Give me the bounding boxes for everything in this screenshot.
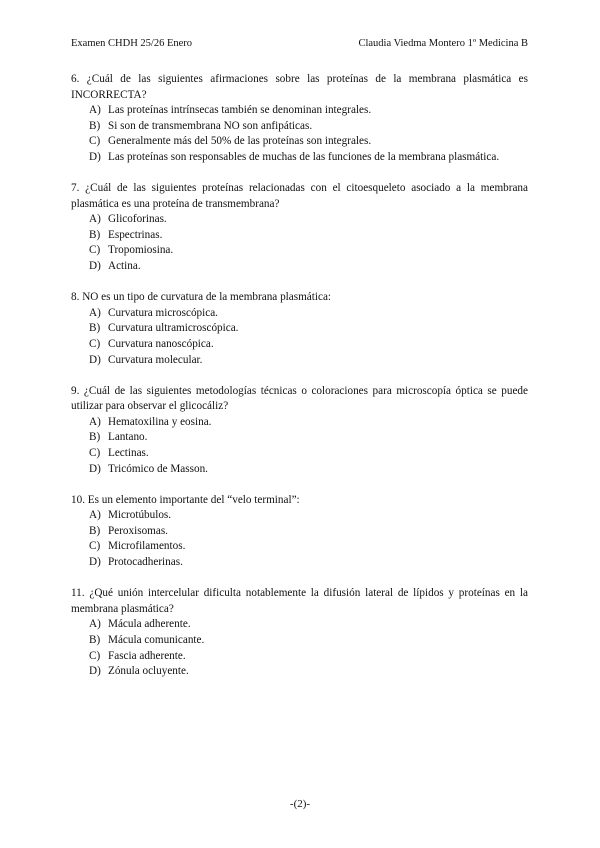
question-block xyxy=(71,290,528,368)
option-text: Curvatura ultramicroscópica. xyxy=(108,322,239,335)
answer-option xyxy=(89,555,528,571)
question-stem: 8. NO es un tipo de curvatura de la membrana plasmática: xyxy=(71,291,332,304)
page-footer xyxy=(0,798,600,810)
answer-option xyxy=(89,617,528,633)
answer-option xyxy=(89,150,528,166)
option-letter: A) xyxy=(89,104,101,117)
option-letter: D) xyxy=(89,462,101,475)
answer-option xyxy=(89,321,528,337)
option-text: Tropomiosina. xyxy=(108,244,174,257)
option-letter: D) xyxy=(89,353,101,366)
answer-option xyxy=(89,446,528,462)
answer-option xyxy=(89,462,528,478)
question-block xyxy=(71,586,528,680)
option-letter: C) xyxy=(89,649,101,662)
answer-option xyxy=(89,633,528,649)
option-text: Tricómico de Masson. xyxy=(108,462,208,475)
answer-option xyxy=(89,259,528,275)
question-block xyxy=(71,181,528,275)
header-exam-title: Examen CHDH 25/26 Enero xyxy=(71,38,193,49)
option-text: Generalmente más del 50% de las proteínas son integrales. xyxy=(108,135,372,148)
answer-options xyxy=(71,508,528,570)
question-stem: 6. ¿Cuál de las siguientes afirmaciones sobre las proteínas de la membrana plasmática es INCORRECTA? xyxy=(71,73,528,101)
option-letter: A) xyxy=(89,306,101,319)
question-block xyxy=(71,493,528,571)
option-text: Lectinas. xyxy=(108,446,149,459)
question-stem: 10. Es un elemento importante del “velo terminal”: xyxy=(71,493,300,506)
option-letter: D) xyxy=(89,665,101,678)
option-letter: A) xyxy=(89,509,101,522)
answer-option xyxy=(89,103,528,119)
option-letter: C) xyxy=(89,244,101,257)
option-text: Curvatura microscópica. xyxy=(108,306,218,319)
option-letter: A) xyxy=(89,415,101,428)
question-block xyxy=(71,72,528,166)
option-text: Mácula comunicante. xyxy=(108,633,205,646)
option-letter: A) xyxy=(89,618,101,631)
question-stem: 11. ¿Qué unión intercelular dificulta notablemente la difusión lateral de lípidos y proteínas en la membrana plasmática? xyxy=(71,587,528,615)
answer-options xyxy=(71,617,528,679)
option-text: Actina. xyxy=(108,260,141,273)
answer-option xyxy=(89,119,528,135)
answer-option xyxy=(89,649,528,665)
option-letter: A) xyxy=(89,213,101,226)
option-text: Lantano. xyxy=(108,431,148,444)
answer-option xyxy=(89,306,528,322)
option-text: Las proteínas intrínsecas también se denominan integrales. xyxy=(108,104,372,117)
page-number: -(2)- xyxy=(289,798,311,810)
answer-options xyxy=(71,103,528,165)
option-text: Las proteínas son responsables de muchas de las funciones de la membrana plasmática. xyxy=(108,150,500,163)
option-text: Protocadherinas. xyxy=(108,556,183,569)
answer-option xyxy=(89,539,528,555)
question-stem: 7. ¿Cuál de las siguientes proteínas relacionadas con el citoesqueleto asociado a la membrana plasmática es una proteína de transmembrana? xyxy=(71,182,528,210)
answer-option xyxy=(89,134,528,150)
answer-option xyxy=(89,415,528,431)
header-student-name: Claudia Viedma Montero 1º Medicina B xyxy=(358,38,528,49)
option-text: Fascia adherente. xyxy=(108,649,186,662)
question-block xyxy=(71,384,528,478)
answer-option xyxy=(89,243,528,259)
answer-option xyxy=(89,212,528,228)
option-text: Curvatura molecular. xyxy=(108,353,203,366)
answer-option xyxy=(89,664,528,680)
option-text: Glicoforinas. xyxy=(108,213,167,226)
option-text: Microfilamentos. xyxy=(108,540,186,553)
answer-option xyxy=(89,337,528,353)
question-stem: 9. ¿Cuál de las siguientes metodologías técnicas o coloraciones para microscopía óptica se puede utilizar para observar el glicocáliz? xyxy=(71,384,528,413)
option-letter: C) xyxy=(89,337,101,350)
option-letter: B) xyxy=(89,524,101,537)
option-letter: B) xyxy=(89,119,101,132)
answer-options xyxy=(71,212,528,274)
option-text: Mácula adherente. xyxy=(108,618,191,631)
option-text: Espectrinas. xyxy=(108,228,163,241)
answer-option xyxy=(89,430,528,446)
answer-option xyxy=(89,524,528,540)
answer-options xyxy=(71,306,528,368)
option-text: Peroxisomas. xyxy=(108,524,168,537)
question-list xyxy=(71,72,528,695)
option-letter: D) xyxy=(89,556,101,569)
page-header xyxy=(71,38,528,49)
answer-option xyxy=(89,228,528,244)
option-text: Curvatura nanoscópica. xyxy=(108,337,214,350)
option-letter: B) xyxy=(89,633,101,646)
option-letter: D) xyxy=(89,260,101,273)
option-text: Microtúbulos. xyxy=(108,509,172,522)
option-text: Hematoxilina y eosina. xyxy=(108,415,212,428)
option-text: Zónula ocluyente. xyxy=(108,665,189,678)
option-letter: C) xyxy=(89,446,101,459)
option-letter: B) xyxy=(89,228,101,241)
answer-option xyxy=(89,353,528,369)
option-letter: C) xyxy=(89,540,101,553)
answer-options xyxy=(71,415,528,477)
option-letter: B) xyxy=(89,322,101,335)
answer-option xyxy=(89,508,528,524)
option-letter: C) xyxy=(89,135,101,148)
option-letter: D) xyxy=(89,150,101,163)
option-letter: B) xyxy=(89,431,101,444)
option-text: Si son de transmembrana NO son anfipáticas. xyxy=(108,119,313,132)
